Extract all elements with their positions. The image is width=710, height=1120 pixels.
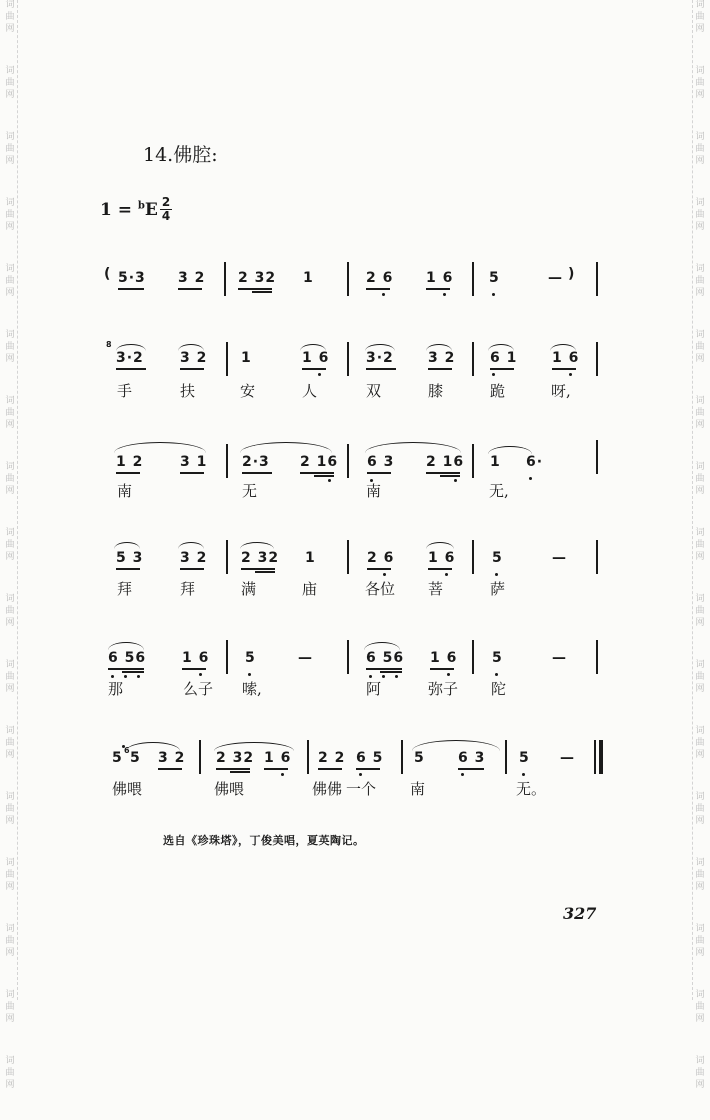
intro-open-paren: ( <box>104 266 112 282</box>
watermark-char: 网 <box>5 948 15 958</box>
watermark-char: 曲 <box>5 474 15 484</box>
lyric: 各位 <box>365 580 396 598</box>
note: 3 2 <box>180 550 208 566</box>
note: 1 6 <box>302 350 330 366</box>
note: 3·2 <box>116 350 144 366</box>
lyric: 菩 <box>428 580 444 598</box>
note: 3 2 <box>428 350 456 366</box>
watermark-char: 曲 <box>695 1068 705 1078</box>
watermark-char: 网 <box>5 750 15 760</box>
note: — <box>552 650 567 666</box>
lyric: 那 <box>108 680 124 698</box>
lyric: 拜 <box>117 580 133 598</box>
watermark-char: 网 <box>5 156 15 166</box>
note: 2 16 <box>426 454 465 470</box>
note: 3 2 <box>180 350 208 366</box>
watermark-char: 曲 <box>695 606 705 616</box>
key-signature <box>100 200 158 220</box>
lyric: 佛喂 <box>112 780 143 798</box>
watermark-char: 曲 <box>695 276 705 286</box>
note: 3 2 <box>158 750 186 766</box>
watermark-char: 网 <box>695 222 705 232</box>
key-prefix: 1 = <box>100 200 138 220</box>
watermark-char: 词 <box>5 594 15 604</box>
note: — <box>552 550 567 566</box>
lyric: 无。 <box>516 780 547 798</box>
watermark-char: 词 <box>695 792 705 802</box>
watermark-right <box>692 0 707 1090</box>
section-title: 14.佛腔: <box>143 144 218 166</box>
note: 2 16 <box>300 454 339 470</box>
note: 5 <box>130 750 141 766</box>
watermark-char: 曲 <box>695 144 705 154</box>
watermark-char: 网 <box>695 1080 705 1090</box>
watermark-char: 词 <box>5 132 15 142</box>
watermark-char: 词 <box>695 660 705 670</box>
lyric: 弥子 <box>428 680 459 698</box>
watermark-char: 词 <box>695 1056 705 1066</box>
lyric: 无, <box>489 482 509 500</box>
watermark-char: 词 <box>5 0 15 10</box>
lyric: 嗦, <box>242 680 262 698</box>
intro-dash: — <box>548 270 563 286</box>
watermark-char: 词 <box>5 330 15 340</box>
note: 1 6 <box>430 650 458 666</box>
watermark-char: 曲 <box>5 606 15 616</box>
time-signature <box>160 196 172 223</box>
lyric: 庙 <box>302 580 318 598</box>
lyric: 佛喂 <box>214 780 245 798</box>
watermark-char: 曲 <box>695 540 705 550</box>
watermark-char: 曲 <box>695 78 705 88</box>
note: 1 6 <box>264 750 292 766</box>
watermark-char: 网 <box>5 684 15 694</box>
note: 6 5 <box>356 750 384 766</box>
note: — <box>560 750 575 766</box>
intro-note: 5 <box>489 270 500 286</box>
watermark-char: 词 <box>5 462 15 472</box>
watermark-char: 网 <box>5 24 15 34</box>
lyric: 扶 <box>180 382 196 400</box>
page-number: 327 <box>563 904 597 923</box>
watermark-char: 词 <box>5 264 15 274</box>
watermark-char: 曲 <box>5 12 15 22</box>
watermark-char: 曲 <box>695 738 705 748</box>
lyric: 人 <box>302 382 318 400</box>
note: — <box>298 650 313 666</box>
watermark-char: 网 <box>5 816 15 826</box>
note: 5 3 <box>116 550 144 566</box>
note: 5 <box>112 750 123 766</box>
watermark-char: 曲 <box>5 540 15 550</box>
watermark-char: 曲 <box>695 672 705 682</box>
lyric: 安 <box>240 382 256 400</box>
note: 2 32 <box>241 550 280 566</box>
watermark-char: 词 <box>695 396 705 406</box>
note: 1 <box>241 350 252 366</box>
watermark-char: 网 <box>5 1080 15 1090</box>
watermark-char: 曲 <box>5 870 15 880</box>
watermark-char: 网 <box>695 156 705 166</box>
watermark-char: 网 <box>695 948 705 958</box>
watermark-char: 词 <box>695 924 705 934</box>
note: 6 56 <box>108 650 147 666</box>
watermark-char: 网 <box>5 552 15 562</box>
watermark-char: 曲 <box>695 408 705 418</box>
time-bottom: 4 <box>161 209 171 223</box>
watermark-char: 网 <box>695 486 705 496</box>
watermark-char: 网 <box>5 486 15 496</box>
intro-close-paren: ) <box>568 266 576 282</box>
watermark-char: 曲 <box>5 408 15 418</box>
lyric: 跪 <box>490 382 506 400</box>
watermark-char: 词 <box>5 66 15 76</box>
flat-sign: b <box>137 200 145 212</box>
lyric: 阿 <box>366 680 382 698</box>
intro-note: 5·3 <box>118 270 146 286</box>
watermark-char: 词 <box>5 198 15 208</box>
note: 1 6 <box>428 550 456 566</box>
note: 5 <box>245 650 256 666</box>
key-note: E <box>144 200 158 220</box>
watermark-char: 曲 <box>5 144 15 154</box>
note: 6 1 <box>490 350 518 366</box>
watermark-char: 网 <box>695 354 705 364</box>
watermark-char: 网 <box>695 750 705 760</box>
source-note: 选自《珍珠塔》，丁俊美唱，夏英陶记。 <box>163 834 365 847</box>
lyric: 南 <box>366 482 382 500</box>
watermark-char: 网 <box>695 882 705 892</box>
note: 6 3 <box>458 750 486 766</box>
watermark-char: 词 <box>695 0 705 10</box>
intro-note: 3 2 <box>178 270 206 286</box>
lyric: 么子 <box>183 680 214 698</box>
lyric: 南 <box>410 780 426 798</box>
watermark-char: 曲 <box>5 936 15 946</box>
watermark-char: 网 <box>695 684 705 694</box>
watermark-char: 曲 <box>5 78 15 88</box>
note: 5 <box>414 750 425 766</box>
watermark-char: 网 <box>5 420 15 430</box>
note: 2 32 <box>216 750 255 766</box>
note: 6 56 <box>366 650 405 666</box>
watermark-char: 网 <box>695 288 705 298</box>
watermark-char: 曲 <box>5 1002 15 1012</box>
note: 2·3 <box>242 454 270 470</box>
watermark-char: 网 <box>5 1014 15 1024</box>
watermark-char: 词 <box>695 330 705 340</box>
watermark-char: 曲 <box>5 804 15 814</box>
watermark-char: 词 <box>5 528 15 538</box>
intro-note: 2 6 <box>366 270 394 286</box>
lyric: 满 <box>241 580 257 598</box>
note: 5 <box>492 650 503 666</box>
watermark-char: 词 <box>5 396 15 406</box>
watermark-char: 词 <box>5 858 15 868</box>
watermark-char: 曲 <box>695 870 705 880</box>
note: 1 <box>490 454 501 470</box>
lyric: 双 <box>366 382 382 400</box>
note: 5 <box>492 550 503 566</box>
watermark-char: 网 <box>695 618 705 628</box>
lyric: 呀, <box>551 382 571 400</box>
watermark-char: 网 <box>695 1014 705 1024</box>
lyric: 膝 <box>428 382 444 400</box>
note: 2 6 <box>367 550 395 566</box>
watermark-char: 词 <box>5 1056 15 1066</box>
watermark-char: 词 <box>695 594 705 604</box>
lyric: 一个 <box>346 780 377 798</box>
watermark-char: 曲 <box>695 936 705 946</box>
watermark-char: 曲 <box>5 1068 15 1078</box>
watermark-char: 词 <box>695 66 705 76</box>
watermark-char: 网 <box>5 222 15 232</box>
lyric: 无 <box>242 482 258 500</box>
note: 6 3 <box>367 454 395 470</box>
watermark-char: 曲 <box>695 474 705 484</box>
watermark-char: 词 <box>695 462 705 472</box>
watermark-char: 词 <box>695 858 705 868</box>
watermark-char: 词 <box>5 792 15 802</box>
note: 1 6 <box>552 350 580 366</box>
lyric: 手 <box>117 382 133 400</box>
grace-note: 8 <box>106 340 112 349</box>
watermark-char: 曲 <box>5 672 15 682</box>
watermark-char: 网 <box>5 618 15 628</box>
watermark-char: 词 <box>695 132 705 142</box>
lyric: 陀 <box>491 680 507 698</box>
watermark-char: 词 <box>695 198 705 208</box>
note: 2 2 <box>318 750 346 766</box>
note: 1 <box>305 550 316 566</box>
note: 1 2 <box>116 454 144 470</box>
watermark-char: 词 <box>695 528 705 538</box>
note: 5 <box>519 750 530 766</box>
note: 3 1 <box>180 454 208 470</box>
note: 6· <box>526 454 544 470</box>
watermark-char: 网 <box>5 354 15 364</box>
time-top: 2 <box>161 195 171 209</box>
watermark-char: 网 <box>695 816 705 826</box>
lyric: 萨 <box>490 580 506 598</box>
watermark-char: 曲 <box>695 804 705 814</box>
watermark-char: 网 <box>695 552 705 562</box>
watermark-char: 曲 <box>695 342 705 352</box>
watermark-char: 词 <box>695 726 705 736</box>
watermark-char: 网 <box>5 288 15 298</box>
intro-note: 1 <box>303 270 314 286</box>
watermark-char: 曲 <box>695 1002 705 1012</box>
intro-note: 1 6 <box>426 270 454 286</box>
watermark-char: 词 <box>5 924 15 934</box>
watermark-char: 曲 <box>5 738 15 748</box>
watermark-char: 曲 <box>5 210 15 220</box>
intro-note: 2 32 <box>238 270 277 286</box>
watermark-char: 曲 <box>695 12 705 22</box>
watermark-char: 词 <box>695 990 705 1000</box>
watermark-char: 网 <box>5 882 15 892</box>
watermark-char: 网 <box>5 90 15 100</box>
note: 3·2 <box>366 350 394 366</box>
note: 1 6 <box>182 650 210 666</box>
watermark-char: 曲 <box>695 210 705 220</box>
watermark-char: 网 <box>695 420 705 430</box>
watermark-char: 网 <box>695 24 705 34</box>
watermark-left <box>3 0 18 1090</box>
lyric: 拜 <box>180 580 196 598</box>
watermark-char: 词 <box>5 990 15 1000</box>
watermark-char: 曲 <box>5 276 15 286</box>
watermark-char: 曲 <box>5 342 15 352</box>
grace-note: 6 <box>124 746 130 755</box>
watermark-char: 词 <box>5 726 15 736</box>
watermark-char: 词 <box>695 264 705 274</box>
watermark-char: 词 <box>5 660 15 670</box>
lyric: 佛佛 <box>312 780 343 798</box>
watermark-char: 网 <box>695 90 705 100</box>
lyric: 南 <box>117 482 133 500</box>
